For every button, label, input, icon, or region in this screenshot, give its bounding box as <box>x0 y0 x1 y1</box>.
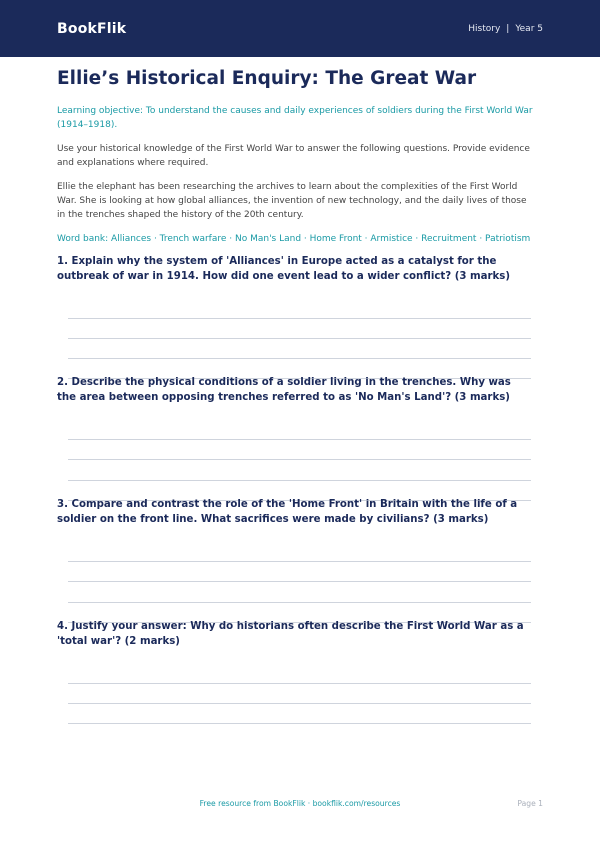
subject-meta <box>468 24 543 34</box>
answer-line[interactable] <box>68 338 531 339</box>
answer-line[interactable] <box>68 703 531 704</box>
word-bank: Word bank: Alliances · Trench warfare · No Man's Land · Home Front · Armistice · Recruitment · Patriotism <box>57 234 531 244</box>
question-2: 2. Describe the physical conditions of a soldier living in the trenches. Why was the area between opposing trenches referred to as 'No Man's Land'? (3 marks) <box>57 377 511 403</box>
question-1: 1. Explain why the system of 'Alliances' in Europe acted as a catalyst for the outbreak of war in 1914. How did one event lead to a wider conflict? (3 marks) <box>57 256 511 282</box>
answer-line[interactable] <box>68 318 531 319</box>
subject-label: History <box>468 23 501 34</box>
answer-line[interactable] <box>68 358 531 359</box>
footer-link[interactable]: Free resource from BookFlik · bookflik.com/resources <box>199 799 401 808</box>
question-3: 3. Compare and contrast the role of the 'Home Front' in Britain with the life of a soldier on the front line. What sacrifices were made by civilians? (3 marks) <box>57 499 518 525</box>
page-footer <box>0 799 600 815</box>
page-title: Ellie’s Historical Enquiry: The Great War <box>57 68 477 89</box>
answer-line[interactable] <box>68 561 531 562</box>
learning-objective: Learning objective: To understand the causes and daily experiences of soldiers during the First World War (1914–1918). <box>57 106 533 130</box>
answer-line[interactable] <box>68 581 531 582</box>
question-4: 4. Justify your answer: Why do historians often describe the First World War as a 'total war'? (2 marks) <box>57 621 524 647</box>
worksheet-intro <box>57 62 533 246</box>
answer-line[interactable] <box>68 459 531 460</box>
year-label: Year 5 <box>515 23 543 34</box>
header-bar <box>0 0 600 57</box>
page-number: Page 1 <box>517 799 543 808</box>
instructions-text: Use your historical knowledge of the First World War to answer the following questions. Provide evidence and explanations where required. <box>57 144 530 168</box>
answer-line[interactable] <box>68 723 531 724</box>
brand-logo[interactable]: BookFlik <box>57 20 127 37</box>
context-text: Ellie the elephant has been researching the archives to learn about the complexities of the First World War. She is looking at how global alliances, the invention of new technology, and the daily lives of those in the trenches shaped the history of the 20th century. <box>57 182 527 220</box>
answer-line[interactable] <box>68 480 531 481</box>
answer-line[interactable] <box>68 439 531 440</box>
answer-line[interactable] <box>68 602 531 603</box>
meta-separator: | <box>506 23 510 34</box>
answer-line[interactable] <box>68 683 531 684</box>
